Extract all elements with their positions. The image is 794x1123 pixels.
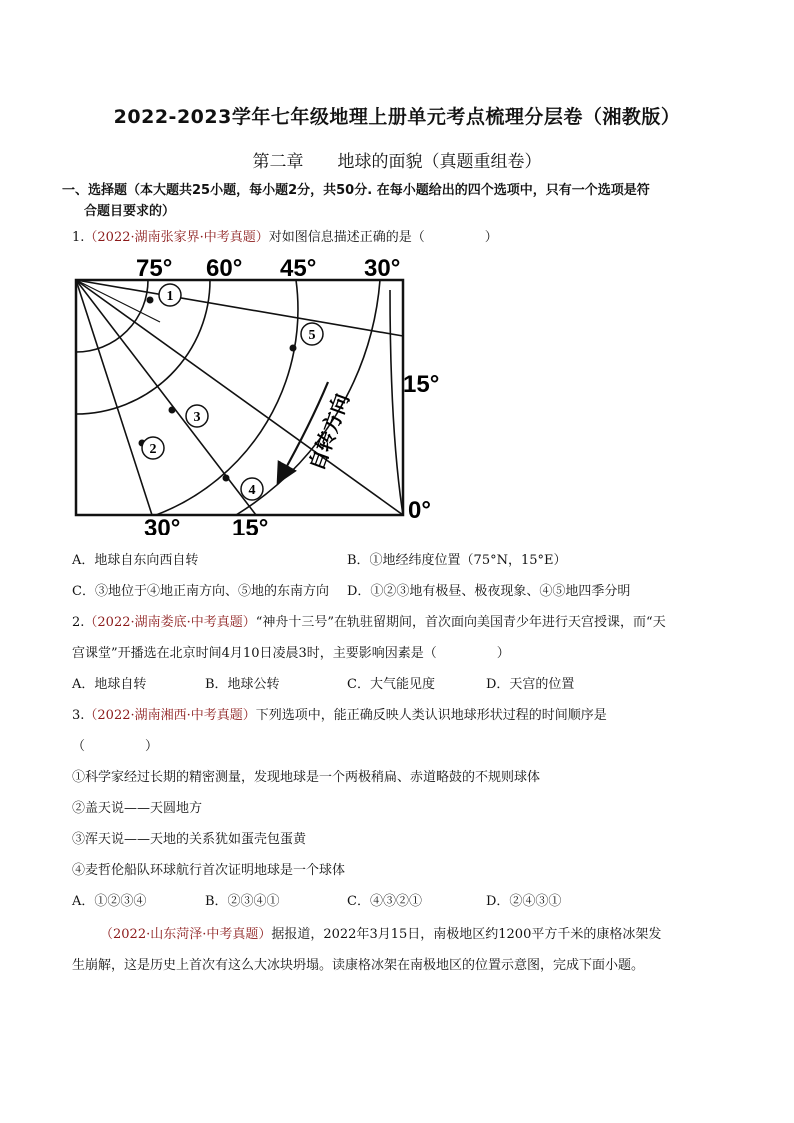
question-2-stem xyxy=(72,611,666,630)
question-1-stem xyxy=(72,226,498,245)
point-4-dot xyxy=(223,475,230,482)
svg-text:2: 2 xyxy=(149,442,157,457)
question-3-stem xyxy=(72,704,607,723)
top-label-30: 30° xyxy=(364,255,401,282)
top-label-75: 75° xyxy=(136,255,173,282)
question-2-stem-cont xyxy=(72,642,510,661)
question-3-paren-close: ） xyxy=(145,739,159,754)
question-4-text: 据报道，2022年3月15日，南极地区约1200平方千米的康格冰架发 xyxy=(271,927,662,942)
question-2-number: 2. xyxy=(72,615,85,630)
bottom-label-0: 0° xyxy=(408,497,431,524)
question-2-option-a[interactable]: A．地球自转 xyxy=(72,677,147,692)
question-1-number: 1. xyxy=(72,230,85,245)
question-3-source: （2022·湖南湘西·中考真题） xyxy=(84,708,256,723)
question-3-item-3: ③浑天说——天地的关系犹如蛋壳包蛋黄 xyxy=(72,832,307,847)
question-3-option-d[interactable]: D．②④③① xyxy=(486,894,562,909)
bottom-label-15: 15° xyxy=(232,515,269,535)
rotation-direction-label: 自转方向 xyxy=(304,390,355,474)
chapter-heading xyxy=(0,147,794,172)
point-3-label xyxy=(186,405,208,427)
meridian-ray-2 xyxy=(76,280,403,515)
question-3-option-b[interactable]: B．②③④① xyxy=(205,894,280,909)
question-3-paren xyxy=(72,735,158,754)
point-3-dot xyxy=(169,407,176,414)
point-1-dot xyxy=(147,297,154,304)
question-3-item-1: ①科学家经过长期的精密测量，发现地球是一个两极稍扁、赤道略鼓的不规则球体 xyxy=(72,770,541,785)
question-4-stem-cont: 生崩解，这是历史上首次有这么大冰块坍塌。读康格冰架在南极地区的位置示意图，完成下面小题。 xyxy=(72,958,645,973)
question-2-option-b[interactable]: B．地球公转 xyxy=(205,677,280,692)
question-1-option-b[interactable]: B．①地经纬度位置（75°N，15°E） xyxy=(347,553,567,568)
question-2-close: ） xyxy=(496,646,510,661)
question-3-number: 3. xyxy=(72,708,85,723)
bottom-label-30: 30° xyxy=(144,515,181,535)
chapter-number: 第二章 xyxy=(252,152,304,172)
document-title: 2022-2023学年七年级地理上册单元考点梳理分层卷（湘教版） xyxy=(113,106,681,128)
question-3-item-2: ②盖天说——天圆地方 xyxy=(72,801,203,816)
map-graphic xyxy=(60,250,450,535)
meridian-ray-1 xyxy=(76,280,403,336)
right-label-15: 15° xyxy=(403,371,440,398)
point-1-label xyxy=(159,284,181,306)
question-3-paren-open: （ xyxy=(72,739,86,754)
question-1-text: 对如图信息描述正确的是（ xyxy=(268,230,425,245)
section-heading xyxy=(62,180,732,222)
question-3-option-a[interactable]: A．①②③④ xyxy=(72,894,147,909)
top-label-60: 60° xyxy=(206,255,243,282)
latitude-15-line xyxy=(390,290,403,515)
svg-text:1: 1 xyxy=(166,289,174,304)
question-1-option-c[interactable]: C．③地位于④地正南方向、⑤地的东南方向 xyxy=(72,584,329,599)
question-2-option-d[interactable]: D．天宫的位置 xyxy=(486,677,575,692)
point-5-label xyxy=(301,323,323,345)
question-2-text-2: 宫课堂”开播选在北京时间4月10日凌晨3时，主要影响因素是（ xyxy=(72,646,437,661)
section-line-2: 合题目要求的） xyxy=(84,204,176,219)
section-line-1: 一、选择题（本大题共25小题，每小题2分，共50分. 在每小题给出的四个选项中，只有一个选项是符 xyxy=(62,183,650,198)
latitude-longitude-map xyxy=(60,250,450,535)
svg-text:4: 4 xyxy=(248,483,256,498)
question-1-option-d[interactable]: D．①②③地有极昼、极夜现象、④⑤地四季分明 xyxy=(347,584,631,599)
svg-text:3: 3 xyxy=(193,410,201,425)
question-1-close: ） xyxy=(484,230,498,245)
question-4-source: （2022·山东菏泽·中考真题） xyxy=(100,927,272,942)
point-2-label xyxy=(142,437,164,459)
chapter-title: 地球的面貌（真题重组卷） xyxy=(337,152,542,172)
question-2-source: （2022·湖南娄底·中考真题） xyxy=(84,615,256,630)
question-2-option-c[interactable]: C．大气能见度 xyxy=(347,677,435,692)
point-5-dot xyxy=(290,345,297,352)
top-label-45: 45° xyxy=(280,255,317,282)
point-4-label xyxy=(241,478,263,500)
question-4-stem xyxy=(100,923,661,942)
question-3-text: 下列选项中，能正确反映人类认识地球形状过程的时间顺序是 xyxy=(255,708,607,723)
question-3-item-4: ④麦哲伦船队环球航行首次证明地球是一个球体 xyxy=(72,863,346,878)
question-2-text: “神舟十三号”在轨驻留期间，首次面向美国青少年进行天宫授课，而“天 xyxy=(255,615,666,630)
question-1-option-a[interactable]: A．地球自东向西自转 xyxy=(72,553,199,568)
svg-text:5: 5 xyxy=(308,328,316,343)
question-3-option-c[interactable]: C．④③②① xyxy=(347,894,422,909)
question-1-source: （2022·湖南张家界·中考真题） xyxy=(84,230,269,245)
